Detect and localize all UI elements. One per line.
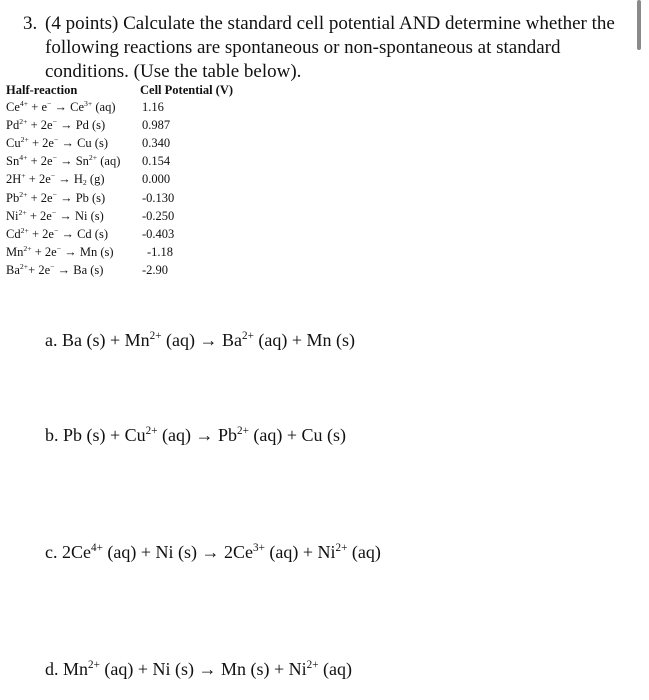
half-reaction: $Cu^{2+} + 2e^- \to Cu$ (s)	[6, 135, 108, 150]
cell-potential: 0.154	[142, 154, 171, 168]
reaction-equation: Ba $(s) + Mn^{2+}$ $(aq) \to Ba^{2+}$ (aq) + Mn (s)	[62, 330, 356, 350]
half-reaction: $Sn^{4+} + 2e^- \to Sn^{2+}$ (aq)	[6, 153, 121, 168]
part-d	[45, 657, 352, 681]
half-reaction: $2H^+ + 2e^- \to H_2$ (g)	[6, 171, 105, 187]
cell-potential: 0.987	[142, 118, 171, 132]
reaction-equation: $Mn^{2+}$ (aq) + Ni (s) → Mn $(s) + Ni^{2+}$ (aq)	[63, 659, 353, 679]
cell-potential: -2.90	[142, 263, 169, 277]
half-reaction: $Ba^{2+}+ 2e^- \to Ba$ (s)	[6, 262, 104, 277]
reaction-equation: $2Ce^{4+}$ (aq) + Ni $(s) \to 2Ce^{3+}$ $(aq) + Ni^{2+}$ (aq)	[62, 542, 381, 562]
reaction-equation: Pb $(s) + Cu^{2+}$ $(aq) \to Pb^{2+}$ (aq) + Cu (s)	[63, 425, 347, 445]
part-label: c.	[45, 542, 58, 562]
header-cell-potential: Cell Potential (V)	[140, 83, 234, 97]
question-number: 3.	[23, 13, 38, 34]
part-label: d.	[45, 659, 59, 679]
cell-potential: -1.18	[147, 245, 174, 259]
cell-potential: 1.16	[142, 100, 164, 114]
header-half-reaction: Half-reaction	[6, 83, 78, 97]
part-label: a.	[45, 330, 58, 350]
cell-potential: -0.130	[142, 191, 175, 205]
half-reaction: $Ni^{2+} + 2e^- \to Ni$ (s)	[6, 208, 104, 223]
half-reaction: $Pb^{2+} + 2e^- \to Pb$ (s)	[6, 190, 106, 205]
half-reaction: $Pd^{2+} + 2e^- \to Pd$ (s)	[6, 117, 106, 132]
part-c	[45, 540, 381, 564]
half-reaction: $Mn^{2+} + 2e^- \to Mn$ (s)	[6, 244, 114, 259]
part-label: b.	[45, 425, 59, 445]
half-reaction: $Cd^{2+} + 2e^- \to Cd$ (s)	[6, 226, 108, 241]
cell-potential: -0.250	[142, 209, 175, 223]
part-a	[45, 328, 355, 352]
cell-potential: 0.340	[142, 136, 171, 150]
question-text: (4 points) Calculate the standard cell potential AND determine whether the following reactions are spontaneous or non-spontaneous at standard conditions. (Use the table below).	[45, 13, 615, 82]
part-b	[45, 423, 346, 447]
cell-potential: -0.403	[142, 227, 175, 241]
cell-potential: 0.000	[142, 172, 171, 186]
scrollbar-thumb[interactable]	[637, 0, 641, 50]
half-reaction: $Ce^{4+} + e^- \to Ce^{3+}$ (aq)	[6, 99, 116, 114]
